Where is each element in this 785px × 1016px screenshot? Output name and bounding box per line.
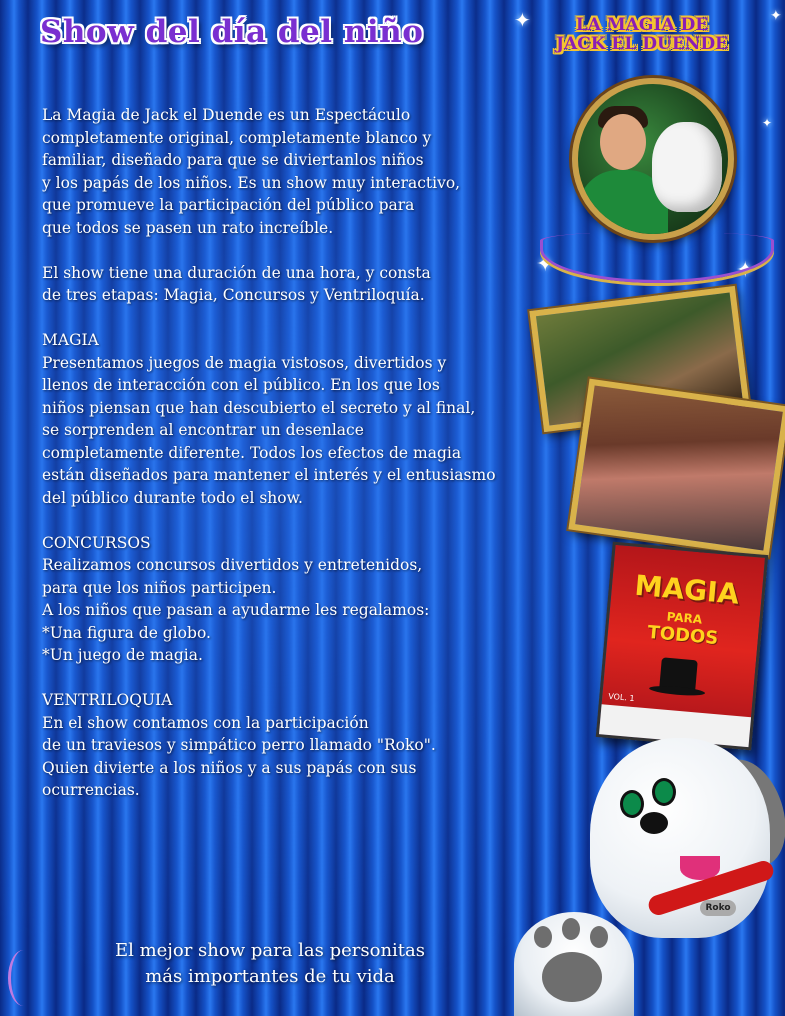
section-heading-magia: MAGIA	[42, 331, 99, 349]
text-line: ocurrencias.	[42, 781, 140, 799]
paw-toe	[562, 918, 580, 940]
paw-toe	[590, 926, 608, 948]
text-line: En el show contamos con la participación	[42, 713, 369, 732]
text-line: que promueve la participación del público para	[42, 196, 415, 214]
section-heading-concursos: CONCURSOS	[42, 533, 151, 552]
top-hat-brim	[649, 684, 705, 697]
text-line: del público durante todo el show.	[42, 488, 303, 507]
text-line: El show tiene una duración de una hora, y consta	[42, 263, 431, 282]
text-line: se sorprenden al encontrar un desenlace	[42, 421, 364, 439]
corner-ornament	[8, 950, 39, 1006]
magia-section	[42, 329, 572, 509]
dog-paw	[514, 912, 634, 1016]
duration-paragraph	[42, 262, 572, 307]
section-heading-ventriloquia: VENTRILOQUIA	[42, 691, 173, 709]
dog-eye-icon	[652, 778, 676, 806]
sparkle-icon: ✦	[736, 258, 755, 283]
performer-portrait	[572, 78, 734, 240]
intro-paragraph	[42, 104, 572, 239]
text-line: de tres etapas: Magia, Concursos y Ventriloquía.	[42, 286, 425, 304]
text-line: completamente diferente. Todos los efectos de magia	[42, 443, 462, 462]
main-text	[42, 104, 572, 824]
text-line: *Una figura de globo.	[42, 623, 211, 642]
dvd-cover	[596, 542, 768, 751]
tagline	[60, 938, 480, 990]
brand-logo	[522, 16, 762, 54]
tagline-line-2: más importantes de tu vida	[145, 966, 395, 987]
dvd-subtitle-para: PARA	[666, 609, 703, 627]
sparkle-icon: ✦	[770, 8, 782, 24]
dog-name-tag: Roko	[700, 900, 736, 916]
ventriloquia-section	[42, 689, 572, 802]
logo-line-2: JACK EL DUENDE	[555, 34, 729, 54]
dog-nose	[640, 812, 668, 834]
text-line: están diseñados para mantener el interés y el entusiasmo	[42, 466, 496, 484]
text-line: *Un juego de magia.	[42, 646, 203, 664]
text-line: Quien divierte a los niños y a sus papás con sus	[42, 758, 417, 777]
paw-pad	[542, 952, 602, 1002]
sparkle-icon: ✦	[762, 116, 773, 130]
sparkle-icon: ✦	[536, 252, 555, 277]
dvd-title: MAGIA	[633, 568, 741, 611]
text-line: Realizamos concursos divertidos y entretenidos,	[42, 556, 423, 574]
text-line: La Magia de Jack el Duende es un Espectáculo	[42, 106, 411, 124]
logo-line-1: LA MAGIA DE	[575, 15, 709, 35]
paw-toe	[534, 926, 552, 948]
tagline-line-1: El mejor show para las personitas	[114, 940, 426, 961]
portrait-face	[600, 114, 646, 170]
page-title: Show del día del niño	[40, 14, 424, 50]
text-line: llenos de interacción con el público. En los que los	[42, 376, 440, 394]
text-line: de un traviesos y simpático perro llamado "Roko".	[42, 736, 436, 754]
text-line: y los papás de los niños. Es un show muy interactivo,	[42, 173, 461, 192]
text-line: completamente original, completamente blanco y	[42, 128, 432, 147]
show-photo-children	[568, 379, 785, 558]
dvd-subtitle-todos: TODOS	[646, 621, 720, 650]
text-line: que todos se pasen un rato increíble.	[42, 218, 334, 237]
text-line: niños piensan que han descubierto el secreto y al final,	[42, 398, 476, 417]
text-line: familiar, diseñado para que se diviertanlos niños	[42, 151, 424, 169]
dvd-volume: VOL. 1	[607, 691, 635, 704]
concursos-section	[42, 532, 572, 667]
text-line: Presentamos juegos de magia vistosos, divertidos y	[42, 353, 447, 372]
portrait-puppet-dog	[652, 122, 722, 212]
text-line: para que los niños participen.	[42, 578, 277, 597]
sparkle-icon: ✦	[514, 8, 531, 32]
text-line: A los niños que pasan a ayudarme les regalamos:	[42, 601, 430, 619]
dog-eye-icon	[620, 790, 644, 818]
